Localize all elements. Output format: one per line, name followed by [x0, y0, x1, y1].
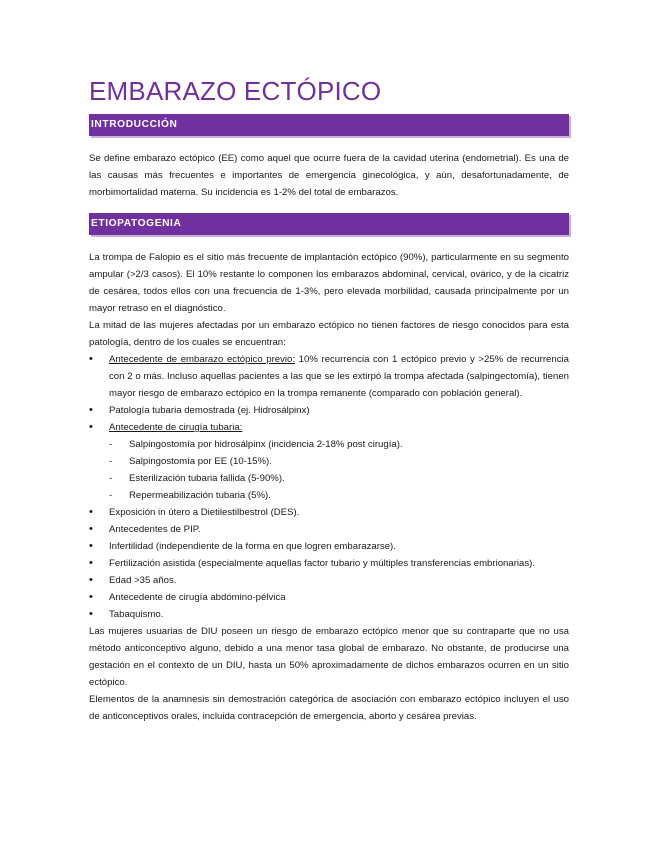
risk-factor-text: 10% recurrencia con 1 ectópico previo y >25% de recurrencia con 2 o más. Incluso aquellas pacientes a las que se les extirpó la trompa afectada (salpingectomía), tienen mayor riesgo de embarazo ectópico en la trompa remanente (comparado con población general).	[109, 354, 569, 399]
risk-factor-list	[89, 351, 569, 623]
sublist-item: - Salpingostomía por EE (10-15%).	[109, 453, 569, 470]
section-heading-introduccion: INTRODUCCIÓN	[89, 114, 569, 136]
etiopatogenia-paragraph-1: La trompa de Falopio es el sitio más frecuente de implantación ectópico (90%), particularmente en su segmento ampular (>2/3 casos). El 10% restante lo componen los embarazos abdominal, cervical, ovárico, y de la cicatriz de cesárea, todos ellos con una frecuencia de 1-3%, pero elevada morbilidad, causada principalmente por un mayor retraso en el diagnóstico.	[89, 252, 569, 314]
intro-paragraph: Se define embarazo ectópico (EE) como aquel que ocurre fuera de la cavidad uterina (endometrial). Es una de las causas más frecuentes e importantes de emergencia ginecológica, y aún, desafortunadamente, de morbimortalidad materna. Su incidencia es 1-2% del total de embarazos.	[89, 153, 569, 198]
list-item	[89, 419, 569, 504]
risk-factor-label: Antecedente de embarazo ectópico previo:	[109, 354, 296, 365]
list-item: • Exposición in útero a Dietilestilbestrol (DES).	[89, 504, 569, 521]
list-item: • Tabaquismo.	[89, 606, 569, 623]
etiopatogenia-paragraph-2: La mitad de las mujeres afectadas por un embarazo ectópico no tienen factores de riesgo conocidos para esta patología, dentro de los cuales se encuentran:	[89, 320, 569, 348]
sublist-item: - Repermeabilización tubaria (5%).	[109, 487, 569, 504]
surgery-sublist	[109, 436, 569, 504]
list-item: • Fertilización asistida (especialmente aquellas factor tubario y múltiples transferencias embrionarias).	[89, 555, 569, 572]
list-item: • Infertilidad (independiente de la forma en que logren embarazarse).	[89, 538, 569, 555]
document-page	[89, 74, 569, 725]
document-title: EMBARAZO ECTÓPICO	[89, 76, 382, 106]
section-heading-etiopatogenia: ETIOPATOGENIA	[89, 213, 569, 235]
list-item: • Antecedentes de PIP.	[89, 521, 569, 538]
risk-factor-label: Antecedente de cirugía tubaria:	[109, 422, 243, 433]
sublist-item: - Esterilización tubaria fallida (5-90%).	[109, 470, 569, 487]
list-item: • Antecedente de cirugía abdómino-pélvica	[89, 589, 569, 606]
list-item: • Edad >35 años.	[89, 572, 569, 589]
etiopatogenia-paragraph-3: Las mujeres usuarias de DIU poseen un riesgo de embarazo ectópico menor que su contraparte que no usa método anticonceptivo alguno, debido a una menor tasa global de embarazo. No obstante, de producirse una gestación en el contexto de un DIU, hasta un 50% aproximadamente de dichos embarazos ocurren en un sitio ectópico.	[89, 626, 569, 688]
sublist-item: - Salpingostomía por hidrosálpinx (incidencia 2-18% post cirugía).	[109, 436, 569, 453]
list-item: • Patología tubaria demostrada (ej. Hidrosálpinx)	[89, 402, 569, 419]
list-item	[89, 351, 569, 402]
etiopatogenia-paragraph-4: Elementos de la anamnesis sin demostración categórica de asociación con embarazo ectópico incluyen el uso de anticonceptivos orales, incluida contracepción de emergencia, aborto y cesárea previas.	[89, 694, 569, 722]
